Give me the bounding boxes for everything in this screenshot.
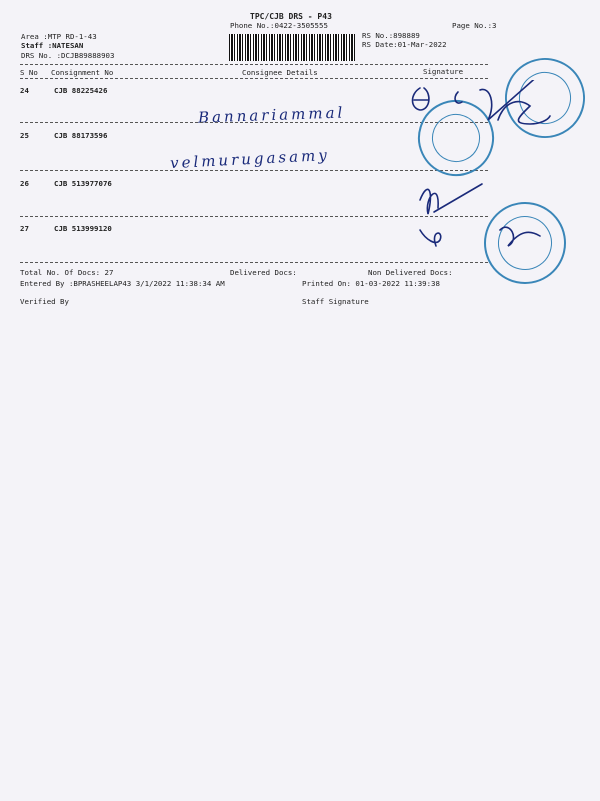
row-sno: 26 bbox=[20, 179, 29, 188]
area-label: Area :MTP RD-1-43 bbox=[21, 32, 97, 41]
handwritten-consignee: Bannariammal bbox=[197, 103, 346, 127]
row-consignment: CJB 88173596 bbox=[54, 131, 108, 140]
page-number: Page No.:3 bbox=[452, 21, 497, 30]
barcode bbox=[229, 34, 355, 61]
rs-number: RS No.:898889 bbox=[362, 31, 420, 40]
row-sno: 24 bbox=[20, 86, 29, 95]
col-sno: S No bbox=[20, 68, 38, 77]
header-rule-bottom bbox=[20, 78, 488, 79]
non-delivered-docs: Non Delivered Docs: bbox=[368, 268, 453, 277]
row-sno: 25 bbox=[20, 131, 29, 140]
header-rule-top bbox=[20, 64, 488, 65]
rs-date: RS Date:01-Mar-2022 bbox=[362, 40, 447, 49]
document-title: TPC/CJB DRS - P43 bbox=[250, 12, 332, 21]
col-consignee: Consignee Details bbox=[242, 68, 318, 77]
staff-label: Staff :NATESAN bbox=[21, 41, 84, 50]
staff-signature: Staff Signature bbox=[302, 297, 369, 306]
row-sno: 27 bbox=[20, 224, 29, 233]
total-docs: Total No. Of Docs: 27 bbox=[20, 268, 114, 277]
phone-number: Phone No.:0422-3505555 bbox=[230, 21, 328, 30]
entered-by: Entered By :BPRASHEELAP43 3/1/2022 11:38:34 AM bbox=[20, 279, 225, 288]
printed-on: Printed On: 01-03-2022 11:39:38 bbox=[302, 279, 440, 288]
delivered-docs: Delivered Docs: bbox=[230, 268, 297, 277]
verified-by: Verified By bbox=[20, 297, 69, 306]
row-consignment: CJB 88225426 bbox=[54, 86, 108, 95]
handwritten-signature bbox=[400, 80, 590, 280]
row-consignment: CJB 513977076 bbox=[54, 179, 112, 188]
row-consignment: CJB 513999120 bbox=[54, 224, 112, 233]
handwritten-consignee: velmurugasamy bbox=[169, 145, 331, 173]
col-consignment: Consignment No bbox=[51, 68, 114, 77]
col-signature: Signature bbox=[423, 67, 464, 76]
drs-number: DRS No. :DCJB89888903 bbox=[21, 51, 115, 60]
